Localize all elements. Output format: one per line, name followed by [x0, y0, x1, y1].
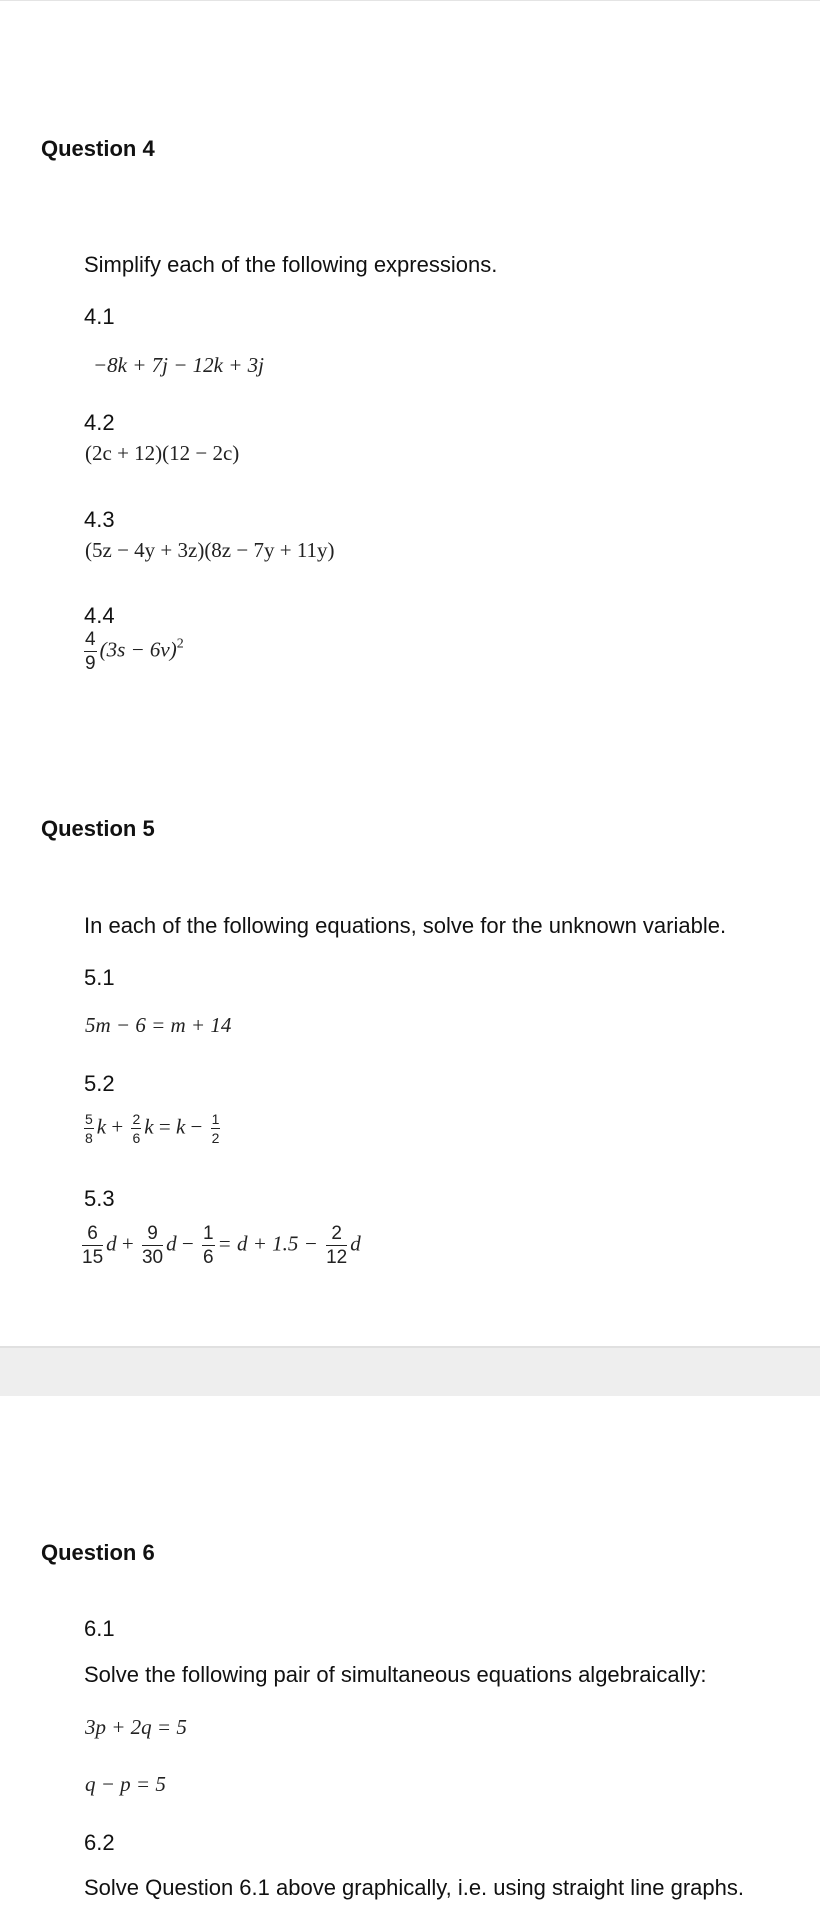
equation-1: 3p + 2q = 5 [85, 1715, 187, 1739]
equation-2: q − p = 5 [85, 1772, 166, 1796]
fraction-denominator: 15 [82, 1247, 104, 1268]
item-5-3-number: 5.3 [84, 1186, 115, 1211]
item-6-1-number: 6.1 [84, 1616, 115, 1641]
fraction-numerator: 4 [85, 629, 96, 650]
fraction-denominator: 30 [141, 1247, 164, 1268]
fraction-denominator: 6 [202, 1247, 214, 1268]
question-4-instruction: Simplify each of the following expressions. [84, 252, 498, 277]
fraction-numerator: 6 [82, 1224, 103, 1246]
fraction-numerator: 5 [85, 1111, 93, 1127]
expression-middle: = d + 1.5 − [217, 1231, 318, 1256]
exponent: 2 [176, 636, 184, 652]
fraction-6-15 [82, 1224, 103, 1267]
item-4-2-expression: (2c + 12)(12 − 2c) [85, 441, 240, 465]
item-4-1-number: 4.1 [84, 304, 115, 329]
item-5-2-expression: $\frac{5}{8}$ k + $\frac{2}{6}$ k = k − $\frac{1}{2}$ [85, 1111, 220, 1146]
item-5-1-expression: 5m − 6 = m + 14 [85, 1013, 232, 1037]
page-separator [0, 1346, 820, 1396]
fraction-2-12 [326, 1224, 347, 1267]
top-divider [0, 0, 820, 1]
item-5-2-number: 5.2 [84, 1071, 115, 1096]
item-5-3-expression: $\frac{6}{15}$ d + $\frac{9}{30}$ d − $\frac{1}{6}$ = d + 1.5 − $\frac{2}{12}$ d [82, 1223, 361, 1268]
expression-body: (3s − 6v) [99, 637, 177, 662]
question-4-title: Question 4 [41, 136, 155, 161]
item-6-2-text: Solve Question 6.1 above graphically, i.e. using straight line graphs. [84, 1875, 744, 1900]
item-4-1-expression: −8k + 7j − 12k + 3j [93, 353, 264, 377]
fraction-four-ninths [84, 630, 97, 673]
item-5-1-number: 5.1 [84, 965, 115, 990]
fraction-1-2 [211, 1112, 221, 1145]
item-6-2-number: 6.2 [84, 1830, 115, 1855]
item-4-3-number: 4.3 [84, 507, 115, 532]
fraction-denominator: 2 [211, 1130, 220, 1146]
fraction-denominator: 12 [326, 1247, 348, 1268]
item-4-4-expression [84, 630, 184, 673]
fraction-denominator: 8 [85, 1130, 93, 1146]
fraction-numerator: 1 [211, 1111, 220, 1127]
fraction-numerator: 2 [132, 1111, 141, 1127]
fraction-numerator: 2 [326, 1224, 347, 1246]
fraction-denominator: 6 [132, 1130, 141, 1146]
fraction-numerator: 9 [142, 1224, 163, 1246]
question-5-title: Question 5 [41, 816, 155, 841]
fraction-2-6 [131, 1112, 141, 1145]
item-4-4-number: 4.4 [84, 603, 115, 628]
question-5-instruction: In each of the following equations, solve for the unknown variable. [84, 913, 727, 938]
item-4-2-number: 4.2 [84, 410, 115, 435]
fraction-9-30 [142, 1224, 163, 1267]
item-4-3-expression: (5z − 4y + 3z)(8z − 7y + 11y) [85, 538, 335, 562]
question-6-title: Question 6 [41, 1540, 155, 1565]
item-6-1-text: Solve the following pair of simultaneous equations algebraically: [84, 1662, 707, 1687]
fraction-denominator: 9 [85, 653, 96, 674]
fraction-5-8 [84, 1112, 94, 1145]
fraction-numerator: 1 [202, 1223, 214, 1244]
fraction-1-6 [202, 1224, 215, 1267]
